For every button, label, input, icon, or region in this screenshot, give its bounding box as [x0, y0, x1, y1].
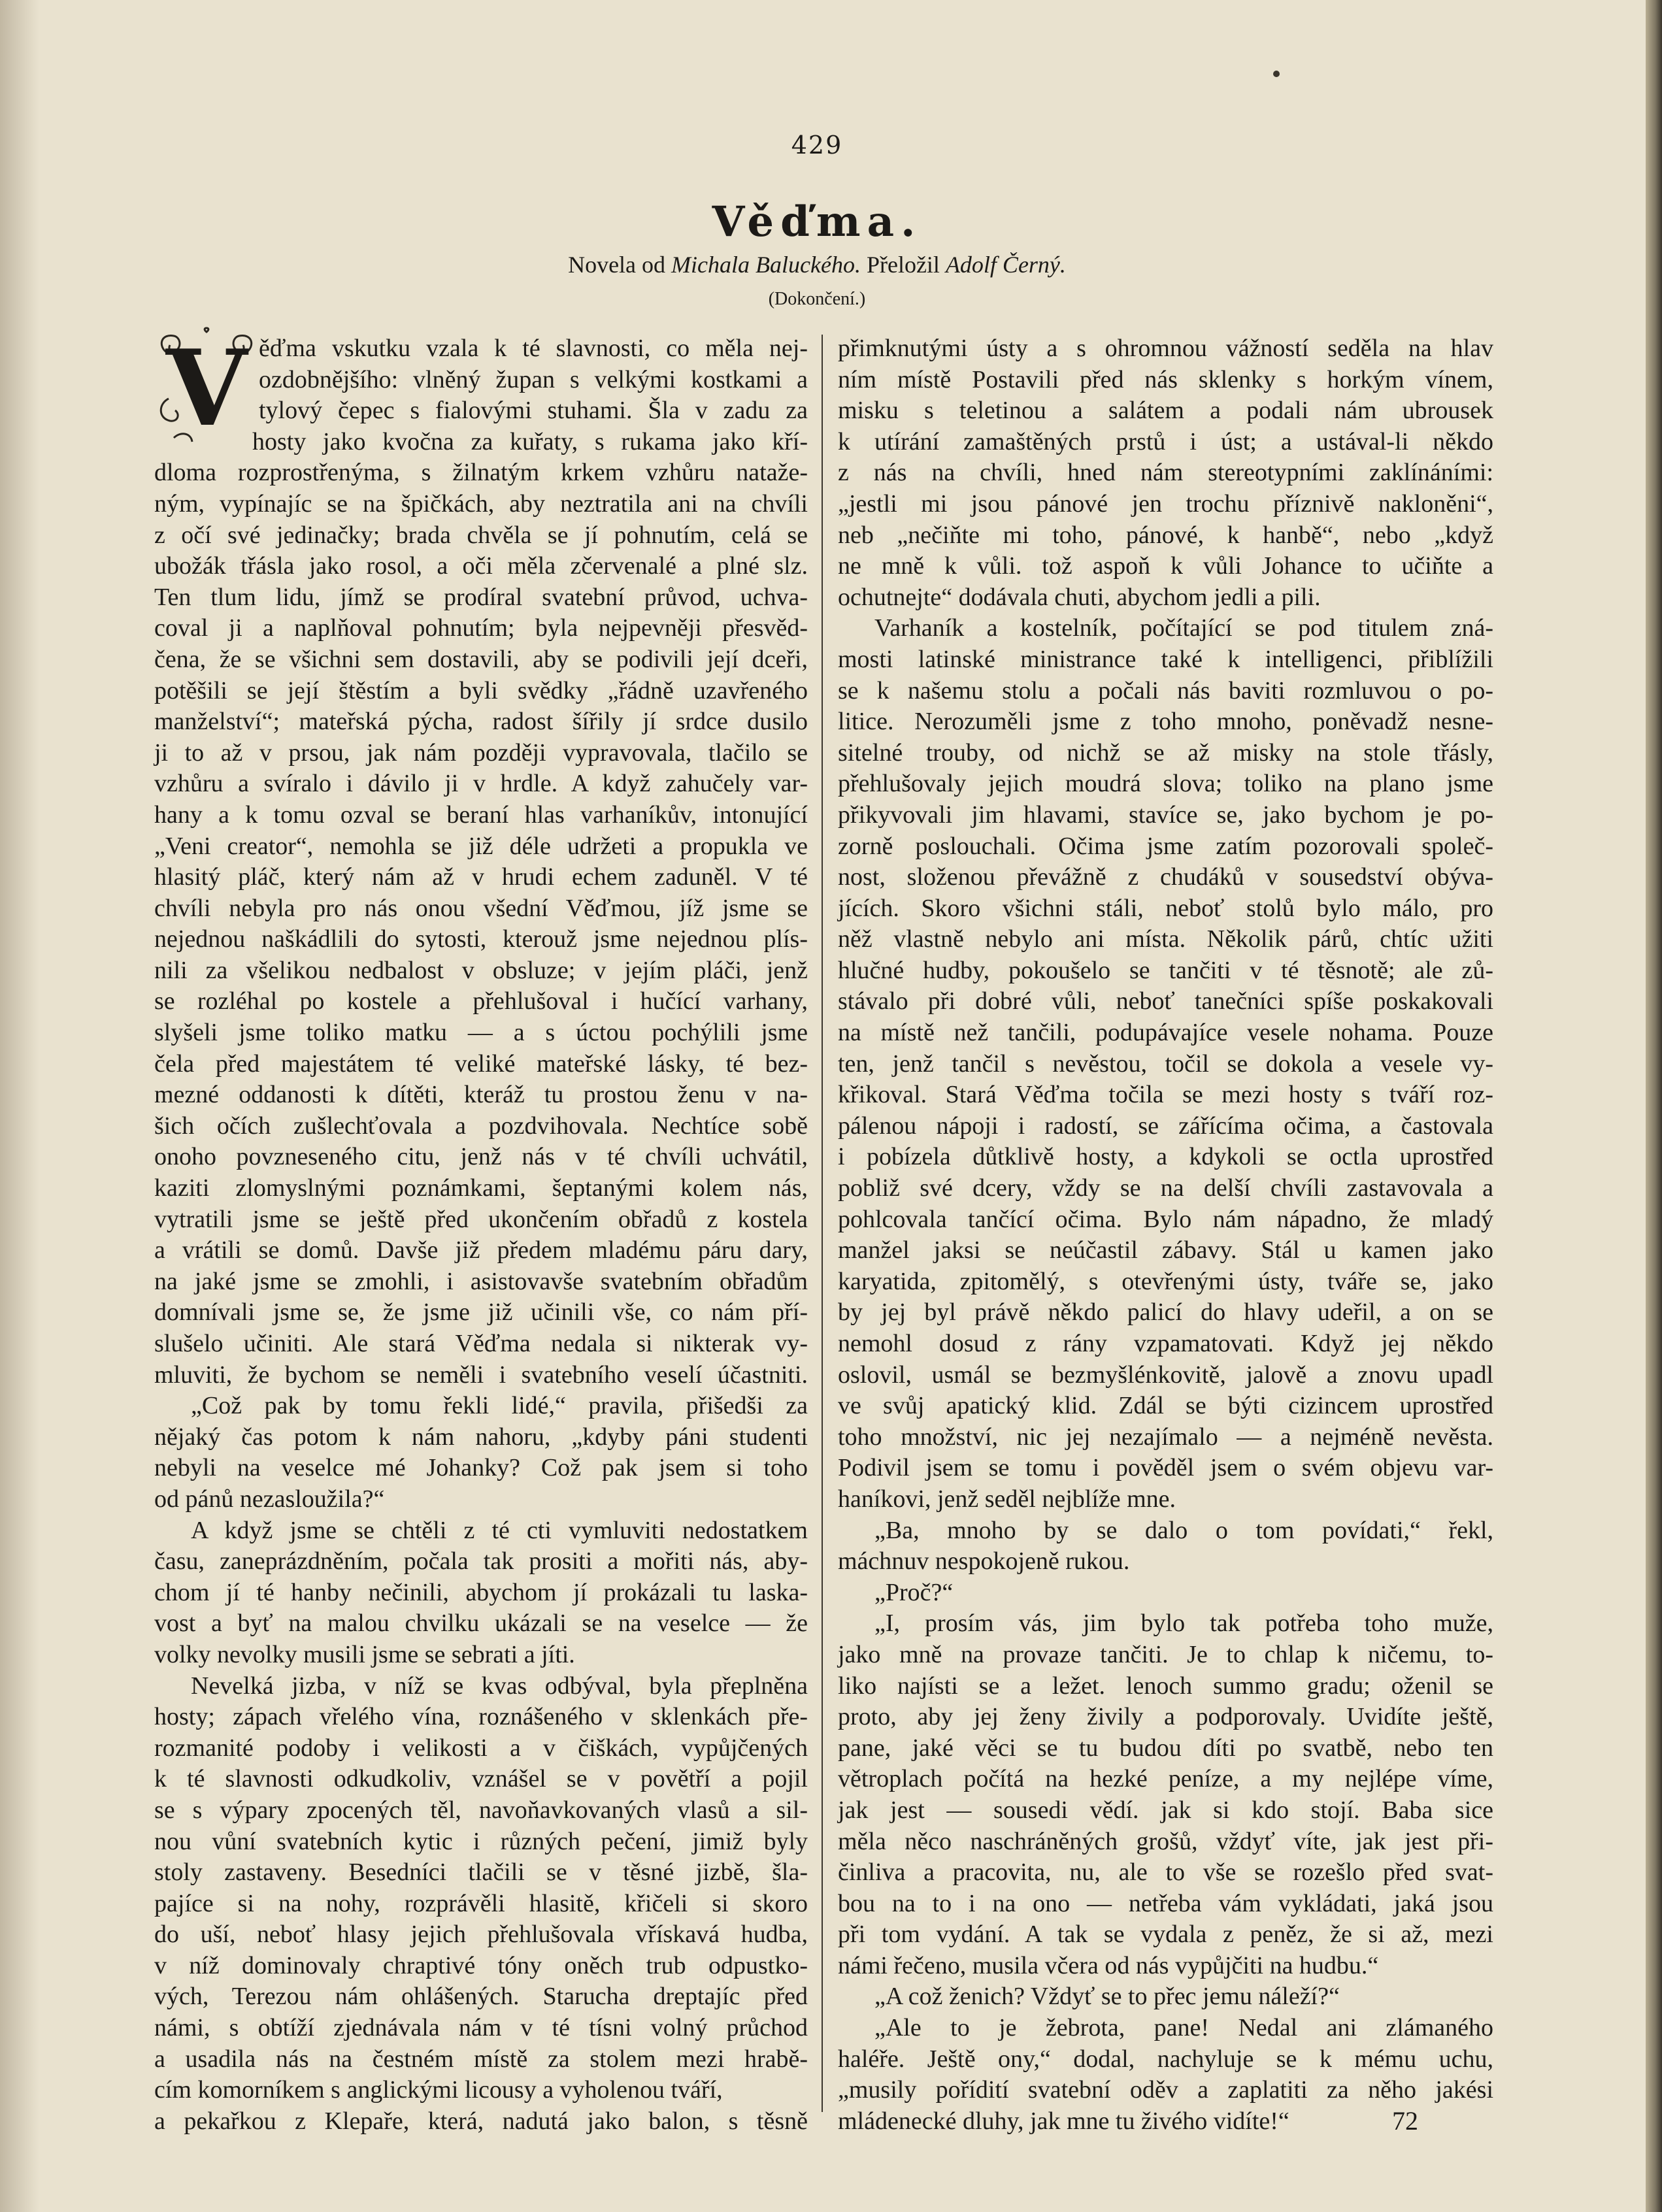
- text-line: pálenou nápoji i radostí, se zářícíma očima, a častovala: [838, 1112, 1493, 1140]
- text-line: námi řečeno, musila včera od nás vypůjčiti na hudbu.“: [838, 1951, 1379, 1979]
- text-line: slušelo učiniti. Ale stará Věďma nedala si nikterak vy-: [154, 1330, 808, 1357]
- text-line: vost a byť na malou chvilku ukázali se na veselce — že: [154, 1609, 808, 1638]
- text-line: pohlcovala tančící očima. Bylo nám nápadno, že mladý: [838, 1205, 1493, 1233]
- text-line: do uší, neboť hlasy jejich přehlušovala vřískavá hudba,: [154, 1921, 808, 1949]
- text-line: stávalo při dobré vůli, neboť tanečníci spíše poskakovali: [838, 987, 1493, 1015]
- text-line: haníkovi, jenž seděl nejblíže mne.: [838, 1485, 1176, 1513]
- text-line: „I, prosím vás, jim bylo tak potřeba toho muže,: [874, 1609, 1493, 1638]
- text-line: Ten tlum lidu, jímž se prodíral svatební průvod, uchva-: [154, 583, 808, 611]
- text-line: onoho povzneseného citu, jenž nás v té chvíli uchvátil,: [154, 1143, 808, 1171]
- text-line: manžel jaksi se neúčastil zábavy. Stál u kamen jako: [838, 1236, 1493, 1264]
- text-line: „A což ženich? Vždyť se to přec jemu náleží?“: [874, 1983, 1340, 2011]
- text-line: nost, složenou převážně z chudáků v sousedství obýva-: [838, 863, 1493, 891]
- text-line: pane, jaké věci se tu budou díti po svatbě, nebo ten: [838, 1734, 1493, 1762]
- text-line: v níž dominovaly chraptivé tóny oněch trub odpustko-: [154, 1951, 808, 1979]
- text-line: nemohl dosud z rány vzpamatovati. Když jej někdo: [838, 1330, 1493, 1357]
- text-line: přikyvovali jim hlavami, stavíce se, jako bychom je po-: [838, 801, 1493, 829]
- text-line: cím komorníkem s anglickými licousy a vyholenou tváří,: [154, 2076, 723, 2104]
- text-line: činliva a pracovita, nu, ale to vše se rozešlo před svat-: [838, 1858, 1493, 1887]
- text-line: ve svůj apatický klid. Zdál se býti cizincem uprostřed: [838, 1392, 1493, 1420]
- dropcap-letter: V: [165, 327, 248, 450]
- text-line: chom jí té hanby nečinili, abychom jí prokázali tu laska-: [154, 1578, 808, 1606]
- text-line: haléře. Ještě ony,“ dodal, nachyluje se k mému uchu,: [838, 2045, 1493, 2073]
- text-line: a usadila nás na čestném místě za stolem mezi hrabě-: [154, 2045, 808, 2073]
- continued-note: (Dokončení.): [768, 289, 866, 309]
- text-line: tylový čepec s fialovými stuhami. Šla v zadu za: [259, 397, 808, 425]
- text-line: karyatida, zpitomělý, s otevřenými ústy, tváře se, jako: [838, 1267, 1493, 1295]
- text-line: proto, aby jej ženy živily a podporovaly. Uvidíte ještě,: [838, 1703, 1493, 1731]
- text-line: volky nevolky musili jsme se sebrati a jíti.: [154, 1640, 575, 1668]
- text-line: sitelné trouby, od nichž se až misky na stole třásly,: [838, 738, 1493, 767]
- text-line: vých, Terezou nám ohlášených. Starucha dreptajíc před: [154, 1983, 808, 2011]
- text-line: domnívali jsme se, že jsme již učinili vše, co nám pří-: [154, 1298, 808, 1327]
- text-line: větroplach počítá na hezké peníze, a my nejlépe víme,: [838, 1765, 1493, 1793]
- text-line: přimknutými ústy a s ohromnou vážností seděla na hlav: [838, 335, 1493, 362]
- text-line: při tom vydání. A tak se vydala z peněz, že si až, mezi: [838, 1921, 1493, 1949]
- text-line: hosty; zápach vřelého vína, roznášeného v sklenkách pře-: [154, 1703, 808, 1731]
- text-line: „jestli mi jsou pánové jen trochu příznivě nakloněni“,: [838, 489, 1493, 518]
- text-line: k utírání zamaštěných prstů i úst; a ustával-li někdo: [838, 427, 1493, 455]
- left-column: [154, 333, 808, 2137]
- text-line: a pekařkou z Klepaře, která, nadutá jako balon, s těsně: [154, 2107, 808, 2135]
- text-line: nou vůní svatebních kytic i různých pečení, jimiž byly: [154, 1827, 808, 1855]
- text-line: oslovil, usmál se bezmyšlénkovitě, jalově a znovu upadl: [838, 1361, 1493, 1389]
- text-line: šich očích zušlechťovala a pozdvihovala. Nechtíce sobě: [154, 1112, 808, 1140]
- text-line: manželství“; mateřská pýcha, radost šířily jí srdce dusilo: [154, 708, 808, 736]
- text-line: „Ale to je žebrota, pane! Nedal ani zlámaného: [874, 2014, 1493, 2042]
- text-line: ěďma vskutku vzala k té slavnosti, co měla nej-: [259, 335, 808, 362]
- text-line: přehlušovaly jejich moudrá slova; toliko na plano jsme: [838, 770, 1493, 798]
- text-line: námi, s obtíží zjednávala nám v té tísni volný průchod: [154, 2014, 808, 2042]
- text-line: na místě než tančili, podupávajíce vesele nohama. Pouze: [838, 1019, 1493, 1047]
- text-line: ne mně k vůli. tož aspoň k vůli Johance to učiňte a: [838, 552, 1493, 580]
- text-line: nebyli na veselce mé Johanky? Což pak jsem si toho: [154, 1454, 808, 1482]
- text-line: z očí své jedinačky; brada chvěla se jí pohnutím, celá se: [154, 521, 808, 549]
- byline-prefix: Novela od: [568, 252, 666, 278]
- text-line: nili za všelikou nedbalost v obsluze; v jejím pláči, jenž: [154, 956, 808, 984]
- text-line: „Veni creator“, nemohla se již déle udržeti a propukla ve: [154, 832, 808, 860]
- text-line: neb „nečiňte mi toho, pánové, k hanbě“, nebo „když: [838, 521, 1493, 549]
- text-line: kaziti zlomyslnými poznámkami, šeptanými kolem nás,: [154, 1174, 808, 1202]
- text-line: „musily pořídití svatební oděv a zaplatiti za něho jakési: [838, 2076, 1493, 2104]
- text-line: Nevelká jizba, v níž se kvas odbýval, byla přeplněna: [191, 1672, 808, 1700]
- text-line: mládenecké dluhy, jak mne tu živého vidíte!“: [838, 2107, 1289, 2135]
- text-line: „Což pak by tomu řekli lidé,“ pravila, přišedši za: [191, 1392, 808, 1420]
- text-line: měla něco naschráněných grošů, vždyť víte, jak jest při-: [838, 1827, 1493, 1855]
- text-line: pajíce si na nohy, rozprávěli hlasitě, křičeli si skoro: [154, 1889, 808, 1917]
- text-line: něž vlastně nebylo ani místa. Několik párů, chtíc užiti: [838, 925, 1493, 953]
- text-line: rozmanité podoby i velikosti a v čiškách, vypůjčených: [154, 1734, 808, 1762]
- text-line: bou na to i na ono — netřeba vám vykládati, jaká jsou: [838, 1889, 1493, 1917]
- text-line: a vrátili se domů. Davše již předem mladému páru dary,: [154, 1236, 808, 1264]
- ink-dot: [1273, 71, 1280, 77]
- text-line: ozdobnějšího: vlněný župan s velkými kostkami a: [259, 365, 808, 393]
- text-line: ubožák třásla jako rosol, a oči měla zčervenalé a plné slz.: [154, 552, 808, 580]
- text-line: hlučné hudby, pokoušelo se tančiti v té těsnotě; ale zů-: [838, 956, 1493, 984]
- text-line: litice. Nerozuměli jsme z toho mnoho, poněvadž nesne-: [838, 708, 1493, 736]
- text-line: vzhůru a svíralo i dávilo ji v hrdle. A když zahučely var-: [154, 770, 808, 798]
- text-line: pobliž své dcery, vždy se na delší chvíli zastavovala a: [838, 1174, 1493, 1202]
- page-number: 429: [791, 131, 843, 159]
- text-line: se rozléhal po kostele a přehlušoval i hučící varhany,: [154, 987, 808, 1015]
- text-line: mluviti, že bychom se neměli i svatebního veselí účastniti.: [154, 1361, 808, 1389]
- text-line: ným, vypínajíc se na špičkách, aby neztratila ani na chvíli: [154, 489, 808, 518]
- text-line: mezné oddanosti k dítěti, kteráž tu prostou ženu v na-: [154, 1081, 808, 1109]
- text-line: od pánů nezasloužila?“: [154, 1485, 385, 1513]
- text-line: ochutnejte“ dodávala chuti, abychom jedli a pili.: [838, 583, 1321, 611]
- article-title: Věďma.: [712, 197, 922, 246]
- text-line: „Proč?“: [874, 1578, 954, 1606]
- text-line: času, zaneprázdněním, počala tak prositi a mořiti nás, aby-: [154, 1547, 808, 1576]
- page-fold-shadow: [0, 0, 39, 2212]
- text-line: máchnuv nespokojeně rukou.: [838, 1547, 1130, 1576]
- text-line: ním místě Postavili před nás sklenky s horkým vínem,: [838, 365, 1493, 393]
- text-line: vytratili jsme se ještě před ukončením obřadů z kostela: [154, 1205, 808, 1233]
- text-line: coval ji a naplňoval pohnutím; byla nejpevněji přesvěd-: [154, 614, 808, 642]
- page-edge: [1646, 0, 1662, 2212]
- text-line: potěšili se její štěstím a byli svědky „řádně uzavřeného: [154, 676, 808, 704]
- text-line: jak jest — sousedi vědí. jak si kdo stojí. Baba sice: [838, 1796, 1493, 1824]
- text-line: se k našemu stolu a počali nás baviti rozmluvou o po-: [838, 676, 1493, 704]
- text-line: ji to až v prsou, jak nám později vypravovala, tlačilo se: [154, 738, 808, 767]
- text-line: mosti latinské ministrance také k intelligenci, přiblížili: [838, 645, 1493, 673]
- text-line: na jaké jsme se zmohli, i asistovavše svatebním obřadům: [154, 1267, 808, 1295]
- byline-author: Michala Baluckého.: [671, 252, 861, 278]
- text-line: nejednou naškádlili do sytosti, kterouž jsme nejednou plís-: [154, 925, 808, 953]
- text-line: zorně poslouchali. Očima jsme zatím pozorovali společ-: [838, 832, 1493, 860]
- text-line: ten, jenž tančil s nevěstou, točil se dokola a vesele vy-: [838, 1049, 1493, 1078]
- text-line: z nás na chvíli, hned nám stereotypními zaklínáními:: [838, 459, 1493, 487]
- text-line: stoly zastaveny. Besedníci tlačili se v těsné jizbě, šla-: [154, 1858, 808, 1887]
- text-line: jících. Skoro všichni stáli, neboť stolů bylo málo, pro: [838, 894, 1493, 922]
- text-line: toho množství, nic jej nezajímalo — a nejméně nevěsta.: [838, 1423, 1493, 1451]
- text-line: nějaký čas potom k nám nahoru, „kdyby páni studenti: [154, 1423, 808, 1451]
- text-line: Podivil jsem se tomu i pověděl jsem o svém objevu var-: [838, 1454, 1493, 1482]
- text-line: Varhaník a kostelník, počítající se pod titulem zná-: [874, 614, 1493, 642]
- text-line: dloma rozprostřenýma, s žilnatým krkem vzhůru nataže-: [154, 459, 808, 487]
- column-divider: [822, 335, 823, 2112]
- text-line: hlasitý pláč, který nám až v hrudi echem zaduněl. V té: [154, 863, 808, 891]
- text-line: jako mně na provaze tančiti. Je to chlap k ničemu, to-: [838, 1640, 1493, 1668]
- byline-translator: Adolf Černý.: [945, 252, 1066, 278]
- text-line: křikoval. Stará Věďma točila se mezi hosty s tváří roz-: [838, 1081, 1493, 1109]
- text-line: i pobízela důtklivě hosty, a kdykoli se octla uprostřed: [838, 1143, 1493, 1171]
- text-line: k té slavnosti odkudkoliv, vznášel se v povětří a pojil: [154, 1765, 808, 1793]
- right-column: [838, 333, 1493, 2137]
- text-line: misku s teletinou a salátem a podali nám ubrousek: [838, 397, 1493, 425]
- text-line: slyšeli jsme toliko matku — a s úctou pochýlili jsme: [154, 1019, 808, 1047]
- signature-mark: 72: [1392, 2106, 1418, 2136]
- text-line: hosty jako kvočna za kuřaty, s rukama jako kří-: [252, 427, 808, 455]
- text-line: čela před majestátem té veliké mateřské lásky, té bez-: [154, 1049, 808, 1078]
- text-line: by jej byl právě někdo palicí do hlavy udeřil, a on se: [838, 1298, 1493, 1327]
- text-line: „Ba, mnoho by se dalo o tom povídati,“ řekl,: [874, 1516, 1493, 1544]
- article-byline: [327, 251, 1307, 278]
- byline-translated-by: Přeložil: [866, 252, 940, 278]
- text-line: A když jsme se chtěli z té cti vymluviti nedostatkem: [191, 1516, 808, 1544]
- text-line: hany a k tomu ozval se beraní hlas varhaníkův, intonující: [154, 801, 808, 829]
- text-line: čena, že se všichni sem dostavili, aby se podivili její dceři,: [154, 645, 808, 673]
- text-line: se s výpary zpocených těl, navoňavkovaných vlasů a sil-: [154, 1796, 808, 1824]
- text-line: chvíli nebyla pro nás onou všední Věďmou, jíž jsme se: [154, 894, 808, 922]
- text-line: liko najísti se a ležet. lenoch summo gradu; oženil se: [838, 1672, 1493, 1700]
